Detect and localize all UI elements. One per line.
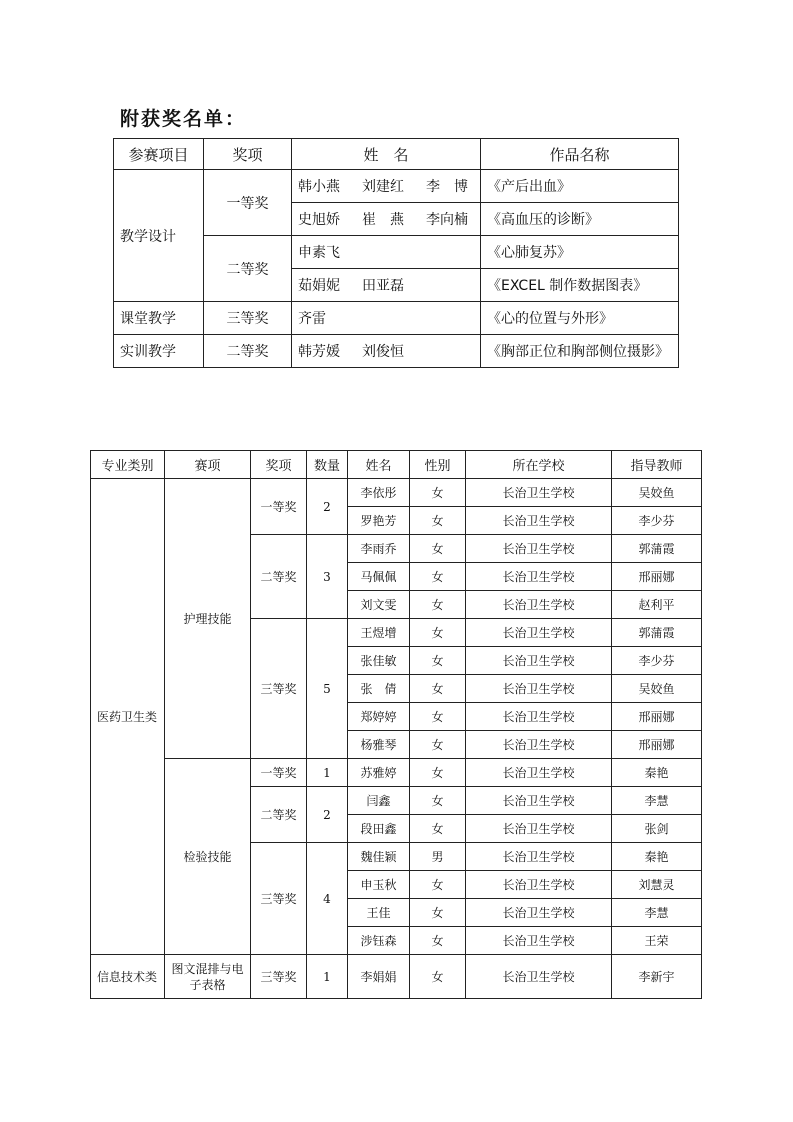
column-header: 性别 <box>410 451 466 479</box>
person-name: 崔 燕 <box>362 212 404 228</box>
teacher-cell: 邢丽娜 <box>612 563 702 591</box>
column-header: 参赛项目 <box>114 139 204 170</box>
student-awards-table <box>90 450 702 999</box>
student-name-cell: 马佩佩 <box>348 563 410 591</box>
names-cell <box>292 335 481 368</box>
student-name-cell: 郑婷婷 <box>348 703 410 731</box>
gender-cell: 女 <box>410 871 466 899</box>
gender-cell: 女 <box>410 703 466 731</box>
gender-cell: 女 <box>410 787 466 815</box>
person-name: 齐雷 <box>298 311 326 327</box>
event-cell: 图文混排与电子表格 <box>165 955 251 999</box>
page-heading: 附获奖名单： <box>120 108 247 130</box>
work-title-cell: 《心的位置与外形》 <box>481 302 679 335</box>
award-cell: 二等奖 <box>251 787 307 843</box>
category-cell: 课堂教学 <box>114 302 204 335</box>
award-cell: 三等奖 <box>251 619 307 759</box>
names-cell <box>292 170 481 203</box>
column-header: 姓名 <box>348 451 410 479</box>
school-cell: 长治卫生学校 <box>466 675 612 703</box>
work-title-cell: 《高血压的诊断》 <box>481 203 679 236</box>
person-name: 李 博 <box>426 179 468 195</box>
award-cell: 一等奖 <box>204 170 292 236</box>
school-cell: 长治卫生学校 <box>466 647 612 675</box>
award-cell: 三等奖 <box>251 955 307 999</box>
person-name: 刘建红 <box>362 179 404 195</box>
gender-cell: 女 <box>410 815 466 843</box>
person-name: 韩小燕 <box>298 179 340 195</box>
award-cell: 三等奖 <box>204 302 292 335</box>
student-name-cell: 李雨乔 <box>348 535 410 563</box>
student-name-cell: 闫鑫 <box>348 787 410 815</box>
student-name-cell: 魏佳颖 <box>348 843 410 871</box>
column-header: 指导教师 <box>612 451 702 479</box>
teacher-cell: 吴姣鱼 <box>612 479 702 507</box>
student-name-cell: 罗艳芳 <box>348 507 410 535</box>
teacher-cell: 秦艳 <box>612 759 702 787</box>
category-cell: 信息技术类 <box>91 955 165 999</box>
award-cell: 一等奖 <box>251 759 307 787</box>
teacher-cell: 李少芬 <box>612 507 702 535</box>
student-name-cell: 申玉秋 <box>348 871 410 899</box>
award-cell: 二等奖 <box>204 335 292 368</box>
category-cell: 实训教学 <box>114 335 204 368</box>
names-cell <box>292 269 481 302</box>
table-row <box>114 302 679 335</box>
table-row <box>91 955 702 999</box>
school-cell: 长治卫生学校 <box>466 899 612 927</box>
column-header: 作品名称 <box>481 139 679 170</box>
count-cell: 2 <box>307 479 348 535</box>
column-header: 专业类别 <box>91 451 165 479</box>
gender-cell: 女 <box>410 759 466 787</box>
gender-cell: 女 <box>410 647 466 675</box>
teacher-cell: 李慧 <box>612 899 702 927</box>
gender-cell: 男 <box>410 843 466 871</box>
school-cell: 长治卫生学校 <box>466 563 612 591</box>
column-header: 所在学校 <box>466 451 612 479</box>
student-name-cell: 杨雅琴 <box>348 731 410 759</box>
names-cell <box>292 302 481 335</box>
count-cell: 1 <box>307 955 348 999</box>
student-name-cell: 张佳敏 <box>348 647 410 675</box>
count-cell: 2 <box>307 787 348 843</box>
award-cell: 二等奖 <box>251 535 307 619</box>
student-name-cell: 张 倩 <box>348 675 410 703</box>
table-row <box>91 759 702 787</box>
school-cell: 长治卫生学校 <box>466 759 612 787</box>
count-cell: 5 <box>307 619 348 759</box>
teacher-cell: 张剑 <box>612 815 702 843</box>
count-cell: 1 <box>307 759 348 787</box>
student-name-cell: 王佳 <box>348 899 410 927</box>
header-row <box>91 451 702 479</box>
school-cell: 长治卫生学校 <box>466 507 612 535</box>
teacher-cell: 李少芬 <box>612 647 702 675</box>
school-cell: 长治卫生学校 <box>466 703 612 731</box>
teacher-cell: 吴姣鱼 <box>612 675 702 703</box>
column-header: 姓 名 <box>292 139 481 170</box>
person-name: 史旭娇 <box>298 212 340 228</box>
student-name-cell: 苏雅婷 <box>348 759 410 787</box>
count-cell: 4 <box>307 843 348 955</box>
person-name: 刘俊恒 <box>362 344 404 360</box>
work-title-cell: 《产后出血》 <box>481 170 679 203</box>
student-name-cell: 王煜增 <box>348 619 410 647</box>
gender-cell: 女 <box>410 479 466 507</box>
award-cell: 一等奖 <box>251 479 307 535</box>
gender-cell: 女 <box>410 731 466 759</box>
school-cell: 长治卫生学校 <box>466 927 612 955</box>
teacher-cell: 秦艳 <box>612 843 702 871</box>
teacher-cell: 邢丽娜 <box>612 731 702 759</box>
gender-cell: 女 <box>410 535 466 563</box>
school-cell: 长治卫生学校 <box>466 619 612 647</box>
school-cell: 长治卫生学校 <box>466 479 612 507</box>
award-cell: 二等奖 <box>204 236 292 302</box>
student-name-cell: 李娟娟 <box>348 955 410 999</box>
person-name: 茹娟妮 <box>298 278 340 294</box>
school-cell: 长治卫生学校 <box>466 591 612 619</box>
person-name: 李向楠 <box>426 212 468 228</box>
gender-cell: 女 <box>410 507 466 535</box>
header-row <box>114 139 679 170</box>
student-name-cell: 刘文雯 <box>348 591 410 619</box>
school-cell: 长治卫生学校 <box>466 815 612 843</box>
table-row <box>114 170 679 203</box>
column-header: 赛项 <box>165 451 251 479</box>
table-row <box>114 335 679 368</box>
column-header: 奖项 <box>204 139 292 170</box>
gender-cell: 女 <box>410 899 466 927</box>
teacher-cell: 刘慧灵 <box>612 871 702 899</box>
teacher-cell: 赵利平 <box>612 591 702 619</box>
teacher-cell: 邢丽娜 <box>612 703 702 731</box>
teacher-cell: 郭蒲霞 <box>612 535 702 563</box>
person-name: 田亚磊 <box>362 278 404 294</box>
gender-cell: 女 <box>410 563 466 591</box>
school-cell: 长治卫生学校 <box>466 535 612 563</box>
teacher-cell: 李新宇 <box>612 955 702 999</box>
person-name: 韩芳媛 <box>298 344 340 360</box>
count-cell: 3 <box>307 535 348 619</box>
names-cell <box>292 203 481 236</box>
award-cell: 三等奖 <box>251 843 307 955</box>
gender-cell: 女 <box>410 955 466 999</box>
gender-cell: 女 <box>410 675 466 703</box>
student-name-cell: 涉钰森 <box>348 927 410 955</box>
work-title-cell: 《心肺复苏》 <box>481 236 679 269</box>
work-title-cell: 《胸部正位和胸部侧位摄影》 <box>481 335 679 368</box>
student-name-cell: 段田鑫 <box>348 815 410 843</box>
school-cell: 长治卫生学校 <box>466 843 612 871</box>
category-cell: 教学设计 <box>114 170 204 302</box>
school-cell: 长治卫生学校 <box>466 871 612 899</box>
event-cell: 护理技能 <box>165 479 251 759</box>
school-cell: 长治卫生学校 <box>466 955 612 999</box>
person-name: 申素飞 <box>298 245 340 261</box>
event-cell: 检验技能 <box>165 759 251 955</box>
teacher-cell: 郭蒲霞 <box>612 619 702 647</box>
gender-cell: 女 <box>410 619 466 647</box>
column-header: 奖项 <box>251 451 307 479</box>
work-title-cell: 《EXCEL 制作数据图表》 <box>481 269 679 302</box>
student-name-cell: 李依彤 <box>348 479 410 507</box>
names-cell <box>292 236 481 269</box>
table-row <box>91 479 702 507</box>
school-cell: 长治卫生学校 <box>466 787 612 815</box>
school-cell: 长治卫生学校 <box>466 731 612 759</box>
category-cell: 医药卫生类 <box>91 479 165 955</box>
gender-cell: 女 <box>410 927 466 955</box>
teacher-cell: 李慧 <box>612 787 702 815</box>
staff-awards-table <box>113 138 679 368</box>
gender-cell: 女 <box>410 591 466 619</box>
column-header: 数量 <box>307 451 348 479</box>
teacher-cell: 王荣 <box>612 927 702 955</box>
